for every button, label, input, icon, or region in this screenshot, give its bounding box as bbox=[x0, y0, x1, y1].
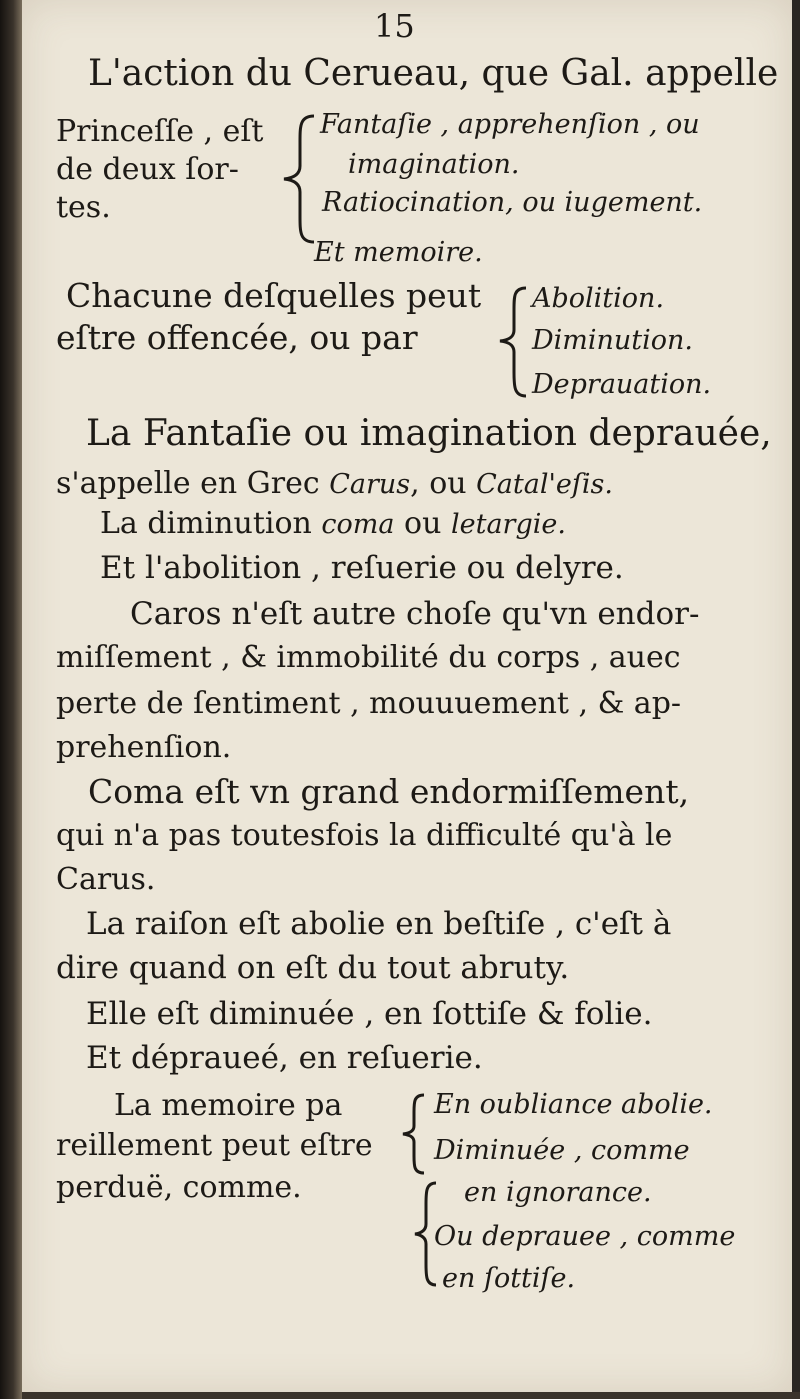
book-page bbox=[22, 0, 792, 1392]
bracket2-item-diminution: Diminution. bbox=[532, 325, 694, 356]
text-line-8-lead: s'appelle en Grec bbox=[56, 466, 320, 501]
bracket3-item-sottise: en ſottiſe. bbox=[442, 1263, 576, 1294]
text-line-23: reillement peut eſtre bbox=[56, 1128, 373, 1163]
text-line-10: Et l'abolition , reſuerie ou delyre. bbox=[100, 550, 624, 586]
term-coma: coma bbox=[321, 509, 395, 540]
text-line-1: L'action du Cerueau, que Gal. appelle bbox=[88, 53, 779, 94]
text-line-9 bbox=[100, 504, 566, 544]
text-line-2: Princeſſe , eſt bbox=[56, 114, 264, 149]
text-line-14: prehenſion. bbox=[56, 730, 232, 765]
text-line-3: de deux ſor- bbox=[56, 152, 239, 187]
text-line-9-or: ou bbox=[404, 506, 442, 541]
text-line-17: Carus. bbox=[56, 862, 156, 897]
curly-brace-1 bbox=[280, 112, 320, 246]
text-line-21: Et dépraueé, en reſuerie. bbox=[86, 1040, 483, 1076]
page-number: 15 bbox=[374, 7, 415, 45]
text-line-16: qui n'a pas toutesfois la difficulté qu'à le bbox=[56, 818, 673, 853]
text-line-20: Elle eſt diminuée , en ſottiſe & folie. bbox=[86, 996, 653, 1032]
bracket2-item-deprauation: Deprauation. bbox=[532, 369, 712, 400]
text-line-4: tes. bbox=[56, 190, 111, 225]
text-line-5: Chacune deſquelles peut bbox=[66, 276, 482, 315]
bracket3-item-oubliance: En oubliance abolie. bbox=[434, 1089, 713, 1120]
text-line-22: La memoire pa bbox=[114, 1088, 343, 1123]
text-line-12: miſſement , & immobilité du corps , auec bbox=[56, 640, 681, 675]
page-bottom-edge bbox=[22, 1392, 800, 1399]
curly-brace-2 bbox=[496, 284, 530, 400]
text-line-15: Coma eſt vn grand endormiſſement, bbox=[88, 772, 690, 811]
bracket3-item-ignorance: en ignorance. bbox=[464, 1177, 652, 1208]
text-line-19: dire quand on eſt du tout abruty. bbox=[56, 950, 570, 986]
bracket2-item-abolition: Abolition. bbox=[532, 283, 665, 314]
bracket1-item-memoire: Et memoire. bbox=[314, 237, 483, 268]
text-line-11: Caros n'eſt autre choſe qu'vn endor- bbox=[130, 596, 700, 632]
curly-brace-3a bbox=[400, 1092, 428, 1176]
text-line-8-or: , ou bbox=[410, 466, 467, 501]
book-binding-edge bbox=[0, 0, 22, 1399]
text-line-6: eſtre offencée, ou par bbox=[56, 318, 418, 357]
bracket3-item-diminuee: Diminuée , comme bbox=[434, 1135, 690, 1166]
text-line-18: La raiſon eſt abolie en beſtiſe , c'eſt à bbox=[86, 906, 672, 942]
text-line-9-lead: La diminution bbox=[100, 506, 312, 541]
bracket3-item-deprauee: Ou deprauee , comme bbox=[434, 1221, 736, 1252]
text-line-24: perduë, comme. bbox=[56, 1170, 302, 1205]
text-line-7: La Fantaſie ou imagination deprauée, bbox=[86, 413, 772, 454]
bracket1-item-fantasie: Fantaſie , apprehenſion , ou bbox=[320, 109, 700, 140]
text-line-8 bbox=[56, 464, 613, 504]
term-catalepsis: Catal'eſis. bbox=[476, 469, 613, 500]
bracket1-item-imagination: imagination. bbox=[348, 149, 520, 180]
bracket1-item-ratiocination: Ratiocination, ou iugement. bbox=[322, 187, 703, 218]
term-letargie: letargie. bbox=[450, 509, 566, 540]
term-carus: Carus bbox=[329, 469, 411, 500]
text-line-13: perte de ſentiment , mouuuement , & ap- bbox=[56, 686, 682, 721]
